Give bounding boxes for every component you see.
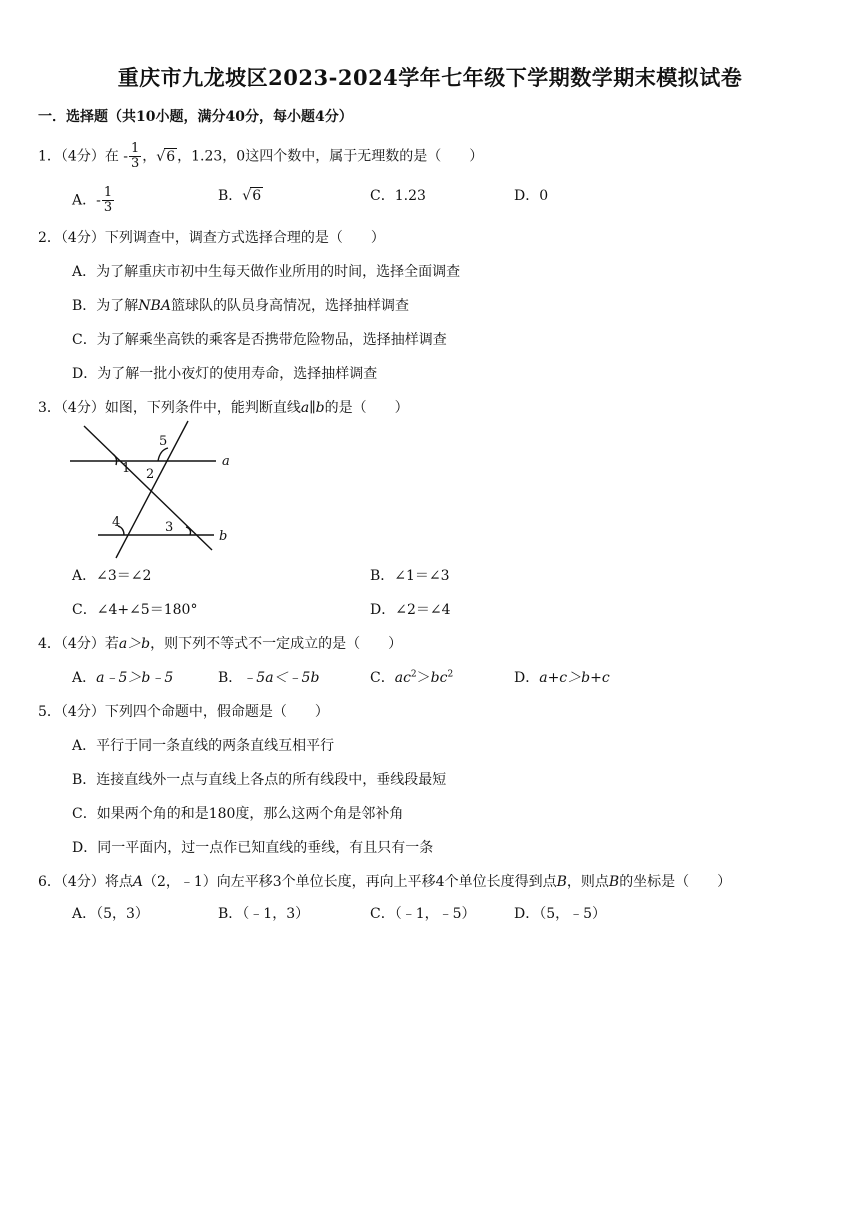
q6-option-a[interactable]: A．（5，3）	[72, 906, 149, 922]
q6-stem-mid2: ，则点	[566, 874, 609, 890]
q6-point-a: A	[132, 874, 143, 890]
q1-a-num: 1	[103, 185, 113, 200]
q4-a-expr: a﹣5＞b﹣5	[96, 670, 174, 686]
q4-option-c[interactable]	[370, 668, 453, 688]
angle-5-arc	[158, 448, 168, 461]
q1-option-d[interactable]: D．0	[514, 188, 549, 204]
transversal-1	[84, 426, 212, 550]
q4-c-label: C．	[370, 670, 395, 686]
q6-option-d[interactable]: D．（5，﹣5）	[514, 906, 607, 922]
q3-option-a[interactable]: A．∠3＝∠2	[72, 568, 152, 584]
q1-rest: ，1.23，0这四个数中，属于无理数的是（ ）	[177, 148, 484, 165]
q1-sqrt-val: 6	[166, 148, 176, 165]
q4-c-sup2: 2	[447, 669, 454, 680]
q1-a-den: 3	[103, 200, 113, 215]
q6-stem-pre: 6．（4分）将点	[38, 874, 133, 890]
q4-d-label: D．	[514, 670, 540, 686]
label-angle-1: 1	[122, 461, 131, 476]
q1-option-b[interactable]	[218, 186, 263, 206]
q1-neg: -	[123, 148, 129, 165]
q1-sqrt	[156, 147, 177, 167]
q4-c-sup1: 2	[410, 669, 417, 680]
q1-fraction	[129, 142, 141, 171]
q4-option-d[interactable]	[514, 668, 610, 688]
label-line-a: a	[222, 454, 230, 469]
q3-stem-pre: 3．（4分）如图，下列条件中，能判断直线	[38, 400, 301, 416]
q1-sqrt-sym: √	[156, 148, 166, 165]
question-1-stem	[38, 142, 483, 171]
q4-c-gt: ＞	[416, 670, 431, 686]
q4-option-a[interactable]	[72, 668, 173, 688]
q6-option-b[interactable]: B．（﹣1，3）	[218, 906, 310, 922]
q3-parallel: ∥	[309, 400, 316, 416]
q2-option-c[interactable]: C．为了解乘坐高铁的乘客是否携带危险物品，选择抽样调查	[72, 332, 447, 348]
q5-option-d[interactable]: D．同一平面内，过一点作已知直线的垂线，有且只有一条	[72, 840, 434, 856]
q4-option-b[interactable]	[218, 668, 319, 688]
q1-b-sqrt-val: 6	[252, 188, 262, 204]
q4-a-label: A．	[72, 670, 97, 686]
page-title: 重庆市九龙坡区2023-2024学年七年级下学期数学期末模拟试卷	[117, 65, 743, 90]
question-5-stem: 5．（4分）下列四个命题中，假命题是（ ）	[38, 704, 329, 720]
question-3-stem	[38, 398, 409, 418]
label-angle-5: 5	[159, 434, 168, 449]
q1-option-c[interactable]: C．1.23	[370, 188, 426, 204]
q1-b-label: B．	[218, 188, 243, 204]
q6-point-b: B	[556, 874, 567, 890]
q1-prefix: 1．（4分）在	[38, 148, 119, 165]
q3-option-d[interactable]: D．∠2＝∠4	[370, 602, 451, 618]
q4-d-expr: a+c＞b+c	[539, 670, 610, 686]
q3-var-a: a	[300, 400, 310, 416]
q4-b-label: B．	[218, 670, 243, 686]
q6-stem-post: 的坐标是（ ）	[619, 874, 732, 890]
q6-option-c[interactable]: C．（﹣1，﹣5）	[370, 906, 476, 922]
q3-stem-post: 的是（ ）	[324, 400, 409, 416]
q3-option-c[interactable]: C．∠4+∠5＝180°	[72, 602, 198, 618]
q1-option-a[interactable]	[72, 186, 115, 215]
question-6-stem	[38, 872, 731, 892]
q1-frac-den: 3	[131, 156, 140, 171]
q3-var-b: b	[315, 400, 325, 416]
label-angle-2: 2	[146, 467, 155, 482]
q2-option-a[interactable]: A．为了解重庆市初中生每天做作业所用的时间，选择全面调查	[72, 264, 461, 280]
q4-c-rhs: bc	[430, 670, 448, 686]
label-line-b: b	[219, 529, 228, 544]
q2-b-nba: NBA	[138, 298, 171, 314]
q6-stem-mid1: （2，﹣1）向左平移3个单位长度，再向上平移4个单位长度得到点	[142, 874, 557, 890]
question-4-stem	[38, 634, 402, 654]
q2-b-pre: B．为了解	[72, 298, 139, 314]
q2-option-b[interactable]	[72, 296, 409, 316]
q4-b-expr: ﹣5a＜﹣5b	[242, 670, 320, 686]
q1-a-fraction	[102, 186, 114, 215]
q4-stem-post: ，则下列不等式不一定成立的是（ ）	[150, 636, 403, 652]
question-2-stem: 2．（4分）下列调查中，调查方式选择合理的是（ ）	[38, 230, 385, 246]
q4-stem-pre: 4．（4分）若	[38, 636, 119, 652]
q4-condition: a＞b	[118, 636, 151, 652]
q1-b-sqrt	[242, 186, 263, 206]
q1-a-label: A．	[72, 192, 97, 209]
q5-option-b[interactable]: B．连接直线外一点与直线上各点的所有线段中，垂线段最短	[72, 772, 447, 788]
q1-a-neg: -	[96, 192, 101, 209]
q2-b-post: 篮球队的队员身高情况，选择抽样调查	[170, 298, 409, 314]
parallel-lines-figure	[62, 418, 242, 563]
q5-option-c[interactable]: C．如果两个角的和是180度，那么这两个角是邻补角	[72, 806, 404, 822]
q5-option-a[interactable]: A．平行于同一条直线的两条直线互相平行	[72, 738, 335, 754]
q1-b-sqrt-sym: √	[242, 188, 252, 204]
q3-option-b[interactable]: B．∠1＝∠3	[370, 568, 450, 584]
angle-1-arc	[113, 454, 117, 465]
transversal-2	[116, 421, 188, 558]
q1-frac-num: 1	[131, 141, 140, 156]
q1-sep: ，	[142, 148, 157, 165]
q2-option-d[interactable]: D．为了解一批小夜灯的使用寿命，选择抽样调查	[72, 366, 378, 382]
q4-c-lhs: ac	[394, 670, 411, 686]
q6-point-b-2: B	[608, 874, 620, 890]
label-angle-4: 4	[112, 515, 121, 530]
section-heading: 一．选择题（共10小题，满分40分，每小题4分）	[38, 109, 353, 125]
label-angle-3: 3	[165, 520, 174, 535]
